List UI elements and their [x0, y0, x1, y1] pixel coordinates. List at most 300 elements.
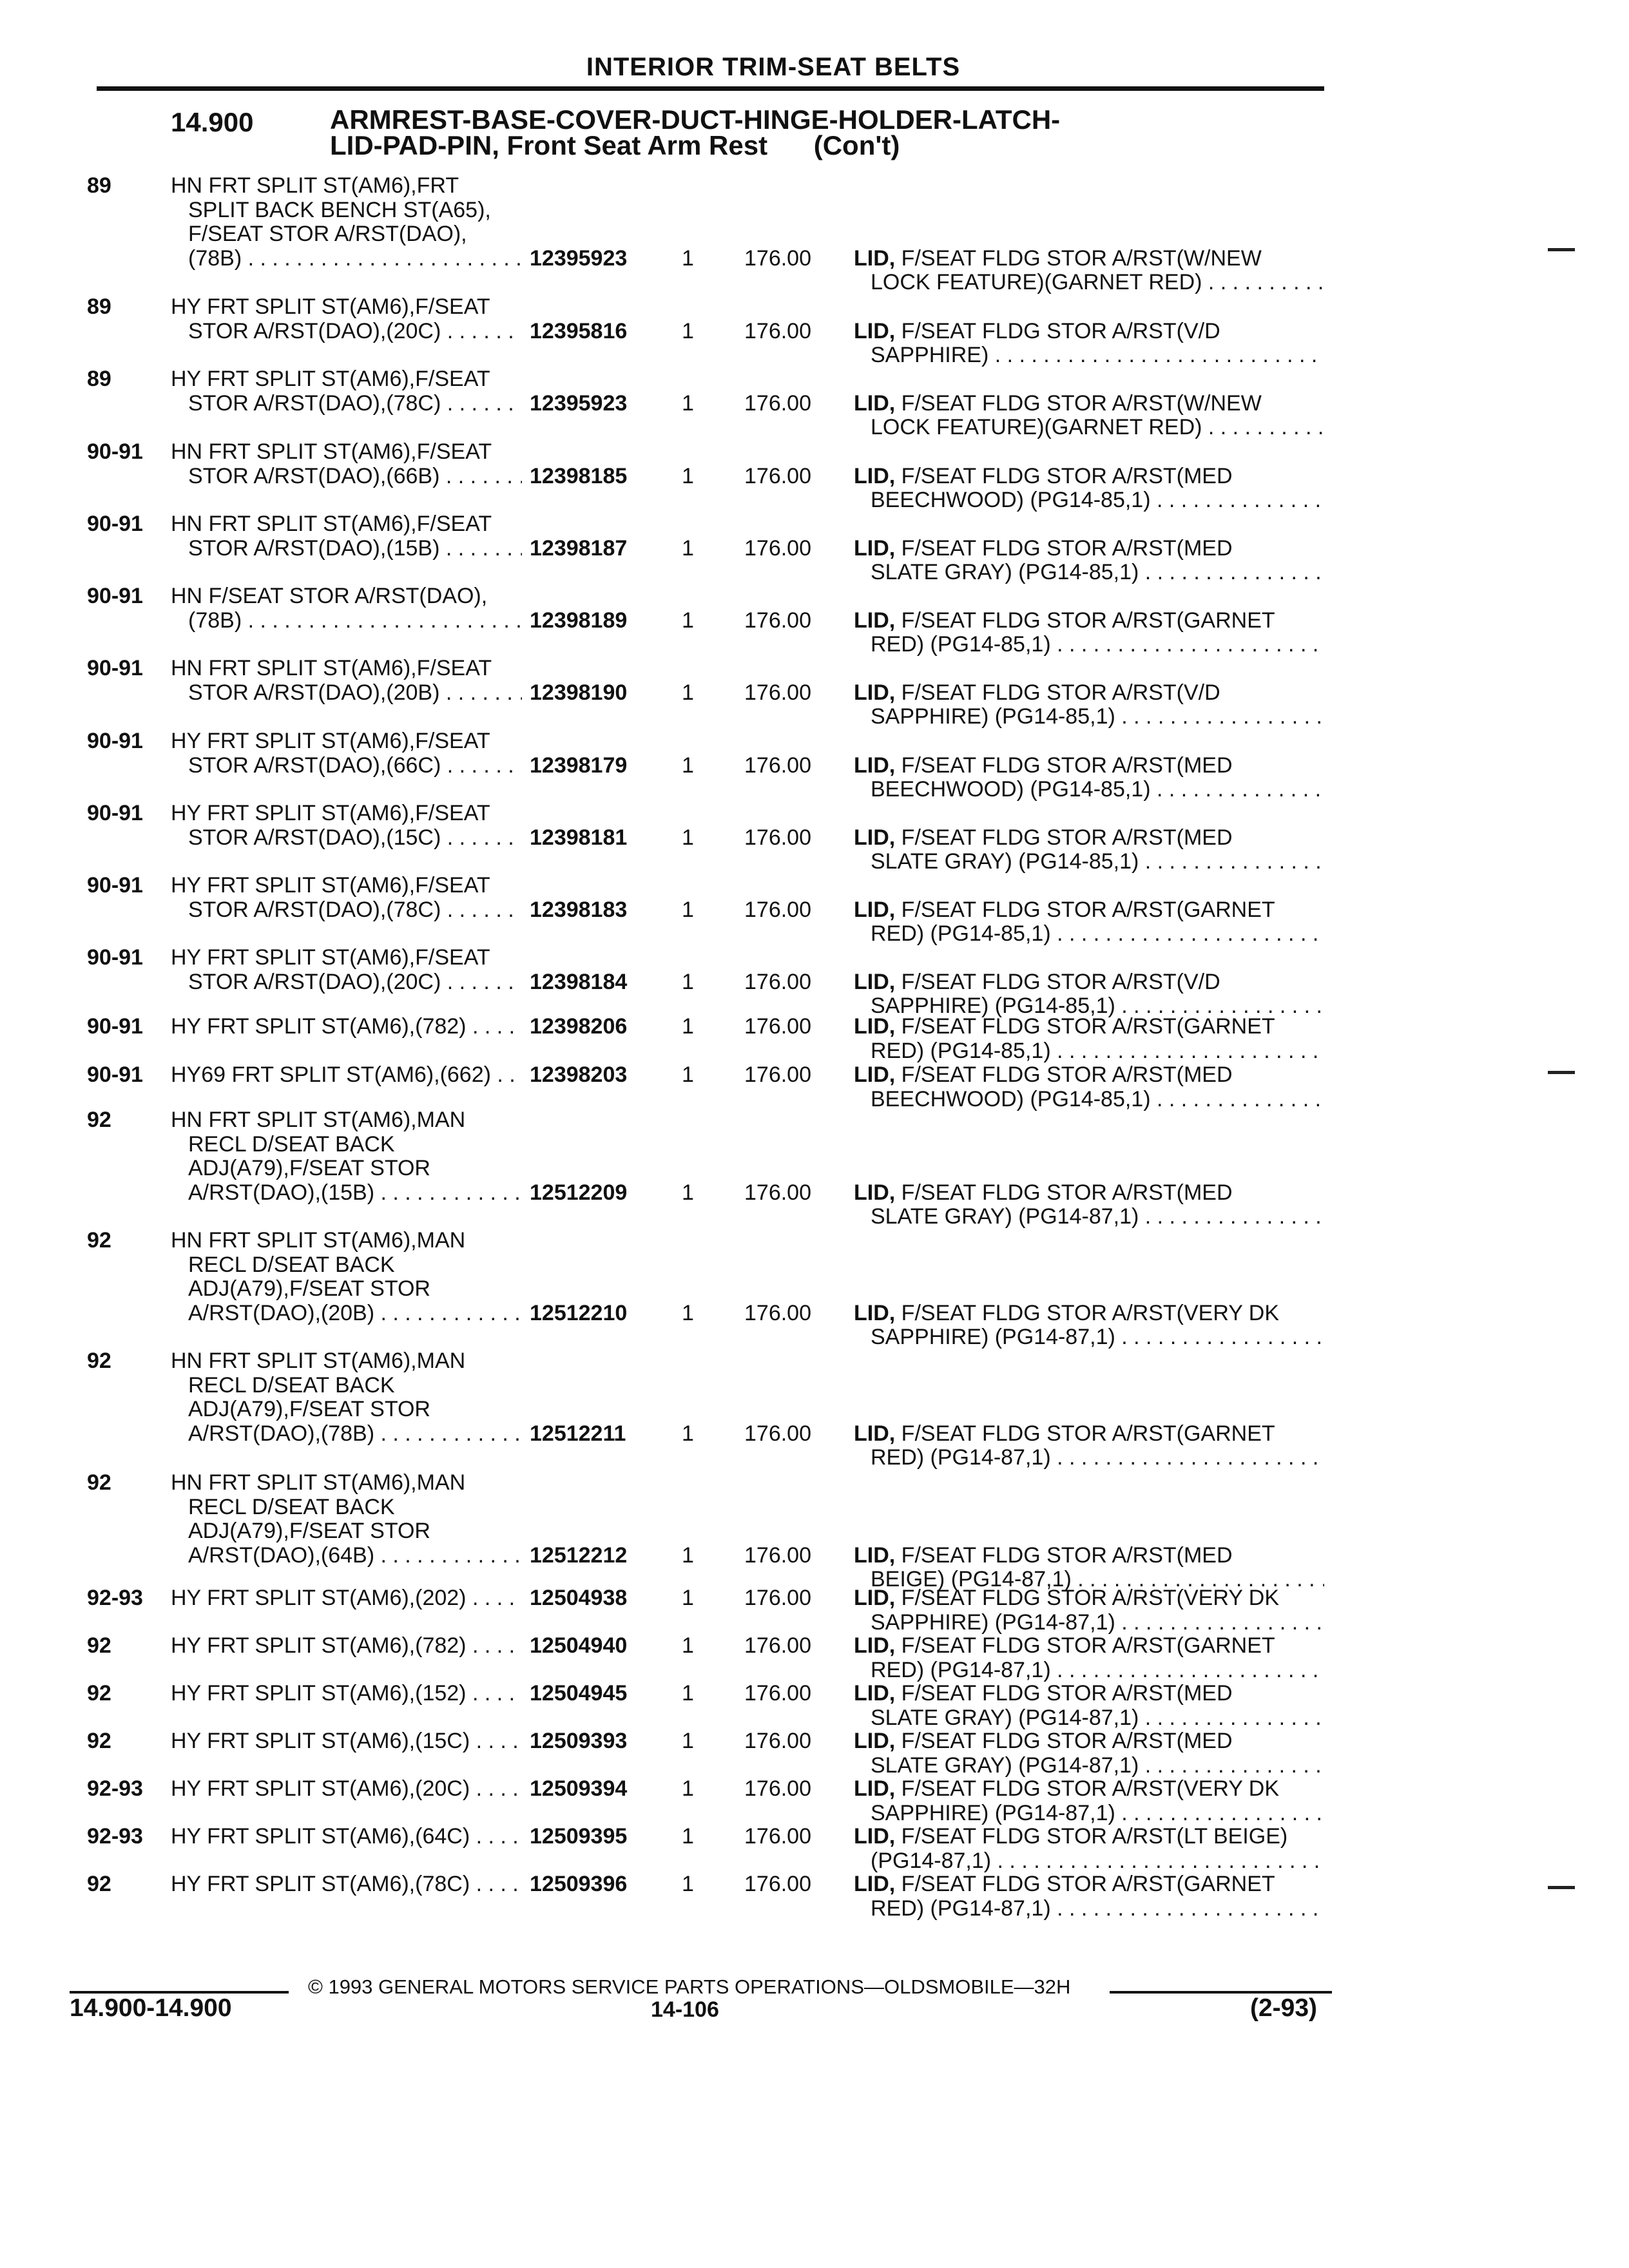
footer-rule-right: [1110, 1991, 1332, 1994]
part-name-line: [854, 1422, 1324, 1446]
model-description: [171, 1872, 522, 1897]
price: 176.00: [744, 1062, 811, 1087]
part-name-text: F/SEAT FLDG STOR A/RST(GARNET: [901, 898, 1275, 922]
reference-number: 92: [87, 1729, 111, 1753]
reference-number: 92-93: [87, 1586, 143, 1610]
model-description-line: HN FRT SPLIT ST(AM6),FRT: [171, 174, 459, 198]
model-description: [171, 1015, 522, 1039]
model-description: [171, 1349, 522, 1446]
header-rule: [97, 86, 1324, 91]
model-description-line: HN F/SEAT STOR A/RST(DAO),: [171, 584, 488, 608]
section-title-line1: ARMREST-BASE-COVER-DUCT-HINGE-HOLDER-LATCH-: [330, 104, 1061, 135]
reference-number: 90-91: [87, 512, 143, 536]
part-name-text: F/SEAT FLDG STOR A/RST(GARNET: [901, 1634, 1275, 1658]
part-name-lead: LID,: [854, 608, 896, 633]
part-name-line: SAPPHIRE) . . .: [854, 343, 1324, 368]
reference-number: 92: [87, 1349, 111, 1373]
part-name-lead: LID,: [854, 1421, 896, 1446]
model-description-line: HY FRT SPLIT ST(AM6),F/SEAT: [171, 729, 490, 753]
quantity: 1: [682, 1180, 694, 1205]
part-name-line: RED) (PG14-85,1) . . .: [854, 1039, 1324, 1064]
price: 176.00: [744, 1542, 811, 1568]
part-name-line: [854, 1063, 1324, 1088]
part-name: [854, 465, 1324, 513]
part-name: [854, 970, 1324, 1019]
part-name-line: SLATE GRAY) (PG14-85,1) . . .: [854, 561, 1324, 585]
part-name-lead: LID,: [854, 680, 896, 705]
part-name-text: F/SEAT FLDG STOR A/RST(MED: [901, 1682, 1233, 1706]
part-name-text: F/SEAT FLDG STOR A/RST(W/NEW: [901, 246, 1262, 271]
price: 176.00: [744, 535, 811, 561]
quantity: 1: [682, 1681, 694, 1706]
part-name-line: [854, 1181, 1324, 1206]
part-name-text: F/SEAT FLDG STOR A/RST(V/D: [901, 970, 1220, 994]
part-name-lead: LID,: [854, 536, 896, 561]
margin-mark: [1548, 1886, 1575, 1889]
part-name: [854, 1015, 1324, 1063]
model-description-line: HY FRT SPLIT ST(AM6),(782) . . .: [171, 1634, 522, 1658]
price: 176.00: [744, 1681, 811, 1706]
part-name-line: LOCK FEATURE)(GARNET RED) . . .: [854, 416, 1324, 440]
part-number: 12509396: [530, 1872, 628, 1896]
part-name-line: [854, 754, 1324, 778]
part-name-line: [854, 1586, 1324, 1611]
quantity: 1: [682, 1014, 694, 1039]
continued-label: (Con't): [813, 130, 900, 160]
model-description-line: STOR A/RST(DAO),(20B) . . .: [171, 681, 522, 706]
model-description: [171, 1108, 522, 1205]
model-description-line: HN FRT SPLIT ST(AM6),MAN: [171, 1108, 466, 1132]
model-description: [171, 367, 522, 416]
model-description-line: HY69 FRT SPLIT ST(AM6),(662) . . .: [171, 1063, 522, 1088]
model-description-line: HY FRT SPLIT ST(AM6),F/SEAT: [171, 367, 490, 391]
quantity: 1: [682, 390, 694, 416]
price: 176.00: [744, 1421, 811, 1446]
quantity: 1: [682, 318, 694, 343]
quantity: 1: [682, 1300, 694, 1325]
price: 176.00: [744, 1300, 811, 1325]
price: 176.00: [744, 1014, 811, 1039]
part-name-line: [854, 320, 1324, 344]
quantity: 1: [682, 680, 694, 705]
part-number: 12398187: [530, 535, 628, 561]
part-name-line: [854, 1544, 1324, 1568]
model-description-line: STOR A/RST(DAO),(66C) . . .: [171, 754, 522, 778]
part-name-text: F/SEAT FLDG STOR A/RST(W/NEW: [901, 391, 1262, 416]
part-name-line: RED) (PG14-87,1) . . .: [854, 1446, 1324, 1470]
part-number: 12509395: [530, 1824, 628, 1849]
price: 176.00: [744, 1180, 811, 1205]
quantity: 1: [682, 245, 694, 271]
part-name-line: [854, 392, 1324, 416]
part-name-text: F/SEAT FLDG STOR A/RST(MED: [901, 1729, 1233, 1753]
part-name: [854, 1777, 1324, 1825]
part-number: 12395923: [530, 245, 628, 271]
model-description-line: HN FRT SPLIT ST(AM6),F/SEAT: [171, 512, 492, 536]
part-name-line: [854, 970, 1324, 995]
part-name-line: [854, 1729, 1324, 1754]
model-description-line: STOR A/RST(DAO),(20C) . . .: [171, 970, 522, 995]
part-name-lead: LID,: [854, 1586, 896, 1610]
model-description-line: HY FRT SPLIT ST(AM6),(15C) . . .: [171, 1729, 522, 1754]
model-description-line: HY FRT SPLIT ST(AM6),(152) . . .: [171, 1682, 522, 1706]
price: 176.00: [744, 1586, 811, 1610]
part-name-line: RED) (PG14-85,1) . . .: [854, 633, 1324, 657]
part-name-lead: LID,: [854, 391, 896, 416]
price: 176.00: [744, 825, 811, 850]
price: 176.00: [744, 318, 811, 343]
part-name-text: F/SEAT FLDG STOR A/RST(V/D: [901, 680, 1220, 705]
reference-number: 90-91: [87, 1014, 143, 1039]
part-name-lead: LID,: [854, 898, 896, 922]
quantity: 1: [682, 897, 694, 922]
model-description-line: HN FRT SPLIT ST(AM6),F/SEAT: [171, 440, 492, 464]
model-description-line: STOR A/RST(DAO),(66B) . . .: [171, 465, 522, 489]
model-description-line: HN FRT SPLIT ST(AM6),MAN: [171, 1471, 466, 1495]
reference-number: 92-93: [87, 1776, 143, 1801]
part-name-text: F/SEAT FLDG STOR A/RST(GARNET: [901, 1015, 1275, 1039]
quantity: 1: [682, 969, 694, 994]
price: 176.00: [744, 1872, 811, 1896]
model-description: [171, 295, 522, 343]
model-description: [171, 1063, 522, 1088]
model-description: [171, 1825, 522, 1849]
model-description-line: RECL D/SEAT BACK: [188, 1132, 395, 1157]
part-name-line: [854, 1777, 1324, 1802]
part-name-line: [854, 1872, 1324, 1897]
model-description-line: ADJ(A79),F/SEAT STOR: [188, 1398, 430, 1421]
model-description-line: HY FRT SPLIT ST(AM6),(782) . . .: [171, 1015, 522, 1039]
part-name-line: SLATE GRAY) (PG14-85,1) . . .: [854, 850, 1324, 874]
reference-number: 92: [87, 1633, 111, 1658]
model-description-line: SPLIT BACK BENCH ST(A65),: [188, 198, 491, 222]
price: 176.00: [744, 463, 811, 488]
model-description: [171, 657, 522, 705]
part-name-text: F/SEAT FLDG STOR A/RST(GARNET: [901, 1421, 1275, 1446]
part-name: [854, 1682, 1324, 1730]
part-name-lead: LID,: [854, 1063, 896, 1087]
part-name-line: [854, 1682, 1324, 1706]
price: 176.00: [744, 969, 811, 994]
part-name-lead: LID,: [854, 464, 896, 488]
part-name-line: [854, 465, 1324, 489]
quantity: 1: [682, 1062, 694, 1087]
part-name-line: [854, 826, 1324, 850]
section-title-line2: LID-PAD-PIN, Front Seat Arm Rest: [330, 130, 768, 160]
part-name-line: [854, 898, 1324, 923]
part-name-text: F/SEAT FLDG STOR A/RST(MED: [901, 753, 1233, 778]
part-number: 12398190: [530, 680, 628, 705]
part-name-text: F/SEAT FLDG STOR A/RST(MED: [901, 1063, 1233, 1087]
quantity: 1: [682, 1586, 694, 1610]
part-name-line: [854, 609, 1324, 633]
part-name: [854, 1544, 1324, 1592]
footer-date-code: (2-93): [1250, 1994, 1318, 2022]
part-number: 12398183: [530, 897, 628, 922]
quantity: 1: [682, 1729, 694, 1753]
model-description-line: HY FRT SPLIT ST(AM6),F/SEAT: [171, 874, 490, 898]
price: 176.00: [744, 245, 811, 271]
part-number: 12512210: [530, 1300, 628, 1325]
part-number: 12504945: [530, 1681, 628, 1706]
quantity: 1: [682, 535, 694, 561]
part-name: [854, 320, 1324, 368]
footer-page-number: 14-106: [651, 1997, 719, 2022]
part-name-line: [854, 247, 1324, 271]
reference-number: 92: [87, 1681, 111, 1706]
part-name: [854, 609, 1324, 657]
model-description: [171, 874, 522, 922]
price: 176.00: [744, 1824, 811, 1849]
part-name-lead: LID,: [854, 753, 896, 778]
reference-number: 90-91: [87, 945, 143, 970]
quantity: 1: [682, 608, 694, 633]
part-name: [854, 681, 1324, 729]
price: 176.00: [744, 390, 811, 416]
model-description-line: A/RST(DAO),(20B) . . .: [171, 1302, 522, 1326]
footer-section-range: 14.900-14.900: [70, 1994, 232, 2022]
reference-number: 92: [87, 1228, 111, 1253]
part-name-line: [854, 1015, 1324, 1039]
part-name-line: RED) (PG14-87,1) . . .: [854, 1897, 1324, 1921]
model-description: [171, 584, 522, 633]
part-name-line: SAPPHIRE) (PG14-85,1) . . .: [854, 705, 1324, 729]
part-name-line: LOCK FEATURE)(GARNET RED) . . .: [854, 271, 1324, 295]
model-description-line: HY FRT SPLIT ST(AM6),(20C) . . .: [171, 1777, 522, 1802]
part-name-line: SAPPHIRE) (PG14-87,1) . . .: [854, 1611, 1324, 1635]
part-number: 12395923: [530, 390, 628, 416]
reference-number: 90-91: [87, 439, 143, 464]
part-name-lead: LID,: [854, 1634, 896, 1658]
model-description-line: ADJ(A79),F/SEAT STOR: [188, 1519, 430, 1543]
model-description: [171, 1777, 522, 1802]
part-number: 12504940: [530, 1633, 628, 1658]
part-name-line: [854, 1634, 1324, 1658]
model-description-line: (78B) . . .: [171, 247, 522, 271]
model-description-line: ADJ(A79),F/SEAT STOR: [188, 1277, 430, 1301]
reference-number: 92: [87, 1872, 111, 1896]
model-description-line: A/RST(DAO),(64B) . . .: [171, 1544, 522, 1568]
part-name-line: [854, 537, 1324, 561]
model-description-line: STOR A/RST(DAO),(20C) . . .: [171, 320, 522, 344]
part-name: [854, 1422, 1324, 1470]
part-name: [854, 898, 1324, 947]
model-description: [171, 1229, 522, 1325]
reference-number: 90-91: [87, 1062, 143, 1087]
part-name-line: [854, 1302, 1324, 1326]
model-description-line: STOR A/RST(DAO),(15C) . . .: [171, 826, 522, 850]
reference-number: 90-91: [87, 584, 143, 608]
part-name-text: F/SEAT FLDG STOR A/RST(VERY DK: [901, 1586, 1280, 1610]
reference-number: 92: [87, 1108, 111, 1132]
part-name-line: SLATE GRAY) (PG14-87,1) . . .: [854, 1754, 1324, 1778]
part-number: 12398206: [530, 1014, 628, 1039]
price: 176.00: [744, 1776, 811, 1801]
margin-mark: [1548, 248, 1575, 251]
part-name-text: F/SEAT FLDG STOR A/RST(VERY DK: [901, 1301, 1280, 1325]
section-number: 14.900: [171, 107, 254, 137]
part-number: 12512209: [530, 1180, 628, 1205]
part-name-line: SAPPHIRE) (PG14-87,1) . . .: [854, 1802, 1324, 1826]
price: 176.00: [744, 680, 811, 705]
part-name: [854, 826, 1324, 874]
part-name: [854, 1872, 1324, 1921]
part-name-lead: LID,: [854, 1543, 896, 1568]
model-description-line: A/RST(DAO),(78B) . . .: [171, 1422, 522, 1446]
part-name-line: RED) (PG14-87,1) . . .: [854, 1658, 1324, 1683]
part-number: 12398184: [530, 969, 628, 994]
model-description: [171, 440, 522, 488]
price: 176.00: [744, 1633, 811, 1658]
model-description: [171, 1729, 522, 1754]
price: 176.00: [744, 608, 811, 633]
model-description: [171, 174, 522, 271]
reference-number: 92-93: [87, 1824, 143, 1849]
price: 176.00: [744, 897, 811, 922]
model-description-line: STOR A/RST(DAO),(15B) . . .: [171, 537, 522, 561]
model-description-line: STOR A/RST(DAO),(78C) . . .: [171, 898, 522, 923]
model-description-line: F/SEAT STOR A/RST(DAO),: [188, 222, 467, 246]
part-name-line: BEECHWOOD) (PG14-85,1) . . .: [854, 1088, 1324, 1112]
quantity: 1: [682, 1824, 694, 1849]
part-number: 12512211: [530, 1421, 626, 1446]
part-name: [854, 754, 1324, 802]
part-name: [854, 1302, 1324, 1350]
part-name-text: F/SEAT FLDG STOR A/RST(MED: [901, 825, 1233, 850]
quantity: 1: [682, 1542, 694, 1568]
model-description-line: ADJ(A79),F/SEAT STOR: [188, 1157, 430, 1180]
part-name-line: [854, 681, 1324, 706]
quantity: 1: [682, 1421, 694, 1446]
model-description: [171, 1634, 522, 1658]
model-description-line: HN FRT SPLIT ST(AM6),MAN: [171, 1229, 466, 1253]
model-description-line: HY FRT SPLIT ST(AM6),F/SEAT: [171, 295, 490, 319]
part-name-text: F/SEAT FLDG STOR A/RST(MED: [901, 536, 1233, 561]
part-name-lead: LID,: [854, 1729, 896, 1753]
part-number: 12398189: [530, 608, 628, 633]
part-name-line: [854, 1825, 1324, 1849]
margin-mark: [1548, 1071, 1575, 1074]
model-description: [171, 1586, 522, 1611]
part-name-line: SLATE GRAY) (PG14-87,1) . . .: [854, 1205, 1324, 1229]
part-name-lead: LID,: [854, 1872, 896, 1896]
part-name-line: BEIGE) (PG14-87,1) . . .: [854, 1568, 1324, 1592]
quantity: 1: [682, 753, 694, 778]
part-name: [854, 1634, 1324, 1682]
part-name: [854, 1063, 1324, 1111]
part-name-line: SAPPHIRE) (PG14-85,1) . . .: [854, 994, 1324, 1019]
model-description: [171, 802, 522, 850]
model-description: [171, 1471, 522, 1568]
price: 176.00: [744, 1729, 811, 1753]
model-description-line: (78B) . . .: [171, 609, 522, 633]
reference-number: 89: [87, 294, 111, 319]
part-name-text: F/SEAT FLDG STOR A/RST(VERY DK: [901, 1777, 1280, 1801]
part-name-line: RED) (PG14-85,1) . . .: [854, 922, 1324, 947]
part-number: 12398203: [530, 1062, 628, 1087]
price: 176.00: [744, 753, 811, 778]
part-name-lead: LID,: [854, 1777, 896, 1801]
model-description-line: A/RST(DAO),(15B) . . .: [171, 1181, 522, 1206]
part-name-lead: LID,: [854, 825, 896, 850]
reference-number: 92: [87, 1470, 111, 1495]
model-description: [171, 729, 522, 778]
model-description: [171, 1682, 522, 1706]
part-name-lead: LID,: [854, 246, 896, 271]
model-description-line: RECL D/SEAT BACK: [188, 1253, 395, 1277]
part-name: [854, 247, 1324, 295]
reference-number: 89: [87, 367, 111, 391]
part-name-line: BEECHWOOD) (PG14-85,1) . . .: [854, 488, 1324, 513]
part-name-lead: LID,: [854, 1180, 896, 1205]
model-description-line: HY FRT SPLIT ST(AM6),(202) . . .: [171, 1586, 522, 1611]
reference-number: 90-91: [87, 873, 143, 898]
quantity: 1: [682, 1633, 694, 1658]
reference-number: 90-91: [87, 656, 143, 680]
part-name-lead: LID,: [854, 1825, 896, 1849]
part-name-line: SLATE GRAY) (PG14-87,1) . . .: [854, 1706, 1324, 1731]
part-number: 12395816: [530, 318, 628, 343]
quantity: 1: [682, 1872, 694, 1896]
reference-number: 89: [87, 173, 111, 198]
model-description-line: RECL D/SEAT BACK: [188, 1373, 395, 1398]
part-name-lead: LID,: [854, 1015, 896, 1039]
part-number: 12398181: [530, 825, 628, 850]
model-description-line: STOR A/RST(DAO),(78C) . . .: [171, 392, 522, 416]
model-description-line: HY FRT SPLIT ST(AM6),F/SEAT: [171, 802, 490, 825]
part-name-line: BEECHWOOD) (PG14-85,1) . . .: [854, 778, 1324, 802]
part-name-text: F/SEAT FLDG STOR A/RST(MED: [901, 1180, 1233, 1205]
part-name-text: F/SEAT FLDG STOR A/RST(MED: [901, 1543, 1233, 1568]
model-description-line: HN FRT SPLIT ST(AM6),F/SEAT: [171, 657, 492, 680]
section-title-line2-wrap: [330, 130, 1060, 160]
model-description-line: RECL D/SEAT BACK: [188, 1495, 395, 1519]
reference-number: 90-91: [87, 729, 143, 753]
part-name: [854, 1729, 1324, 1778]
quantity: 1: [682, 463, 694, 488]
part-name-text: F/SEAT FLDG STOR A/RST(MED: [901, 464, 1233, 488]
quantity: 1: [682, 1776, 694, 1801]
part-name-text: F/SEAT FLDG STOR A/RST(LT BEIGE): [901, 1825, 1288, 1849]
part-name: [854, 1181, 1324, 1229]
reference-number: 90-91: [87, 801, 143, 825]
quantity: 1: [682, 825, 694, 850]
part-name-line: SAPPHIRE) (PG14-87,1) . . .: [854, 1325, 1324, 1350]
part-name-text: F/SEAT FLDG STOR A/RST(GARNET: [901, 1872, 1275, 1896]
model-description-line: HY FRT SPLIT ST(AM6),(64C) . . .: [171, 1825, 522, 1849]
part-number: 12512212: [530, 1542, 628, 1568]
page-title: INTERIOR TRIM-SEAT BELTS: [586, 53, 961, 81]
model-description: [171, 512, 522, 561]
part-name-lead: LID,: [854, 319, 896, 343]
part-name-lead: LID,: [854, 970, 896, 994]
part-name: [854, 392, 1324, 440]
footer-rule-left: [70, 1991, 289, 1994]
model-description-line: HN FRT SPLIT ST(AM6),MAN: [171, 1349, 466, 1373]
footer-copyright: © 1993 GENERAL MOTORS SERVICE PARTS OPERATIONS—OLDSMOBILE—32H: [308, 1975, 1071, 1998]
part-name: [854, 1586, 1324, 1635]
part-name-text: F/SEAT FLDG STOR A/RST(V/D: [901, 319, 1220, 343]
part-name: [854, 1825, 1324, 1873]
part-number: 12509393: [530, 1729, 628, 1753]
part-name-lead: LID,: [854, 1682, 896, 1706]
part-name: [854, 537, 1324, 585]
part-number: 12398185: [530, 463, 628, 488]
section-title: [330, 104, 1061, 160]
part-name-text: F/SEAT FLDG STOR A/RST(GARNET: [901, 608, 1275, 633]
part-name-line: (PG14-87,1) . . .: [854, 1849, 1324, 1874]
part-number: 12509394: [530, 1776, 628, 1801]
